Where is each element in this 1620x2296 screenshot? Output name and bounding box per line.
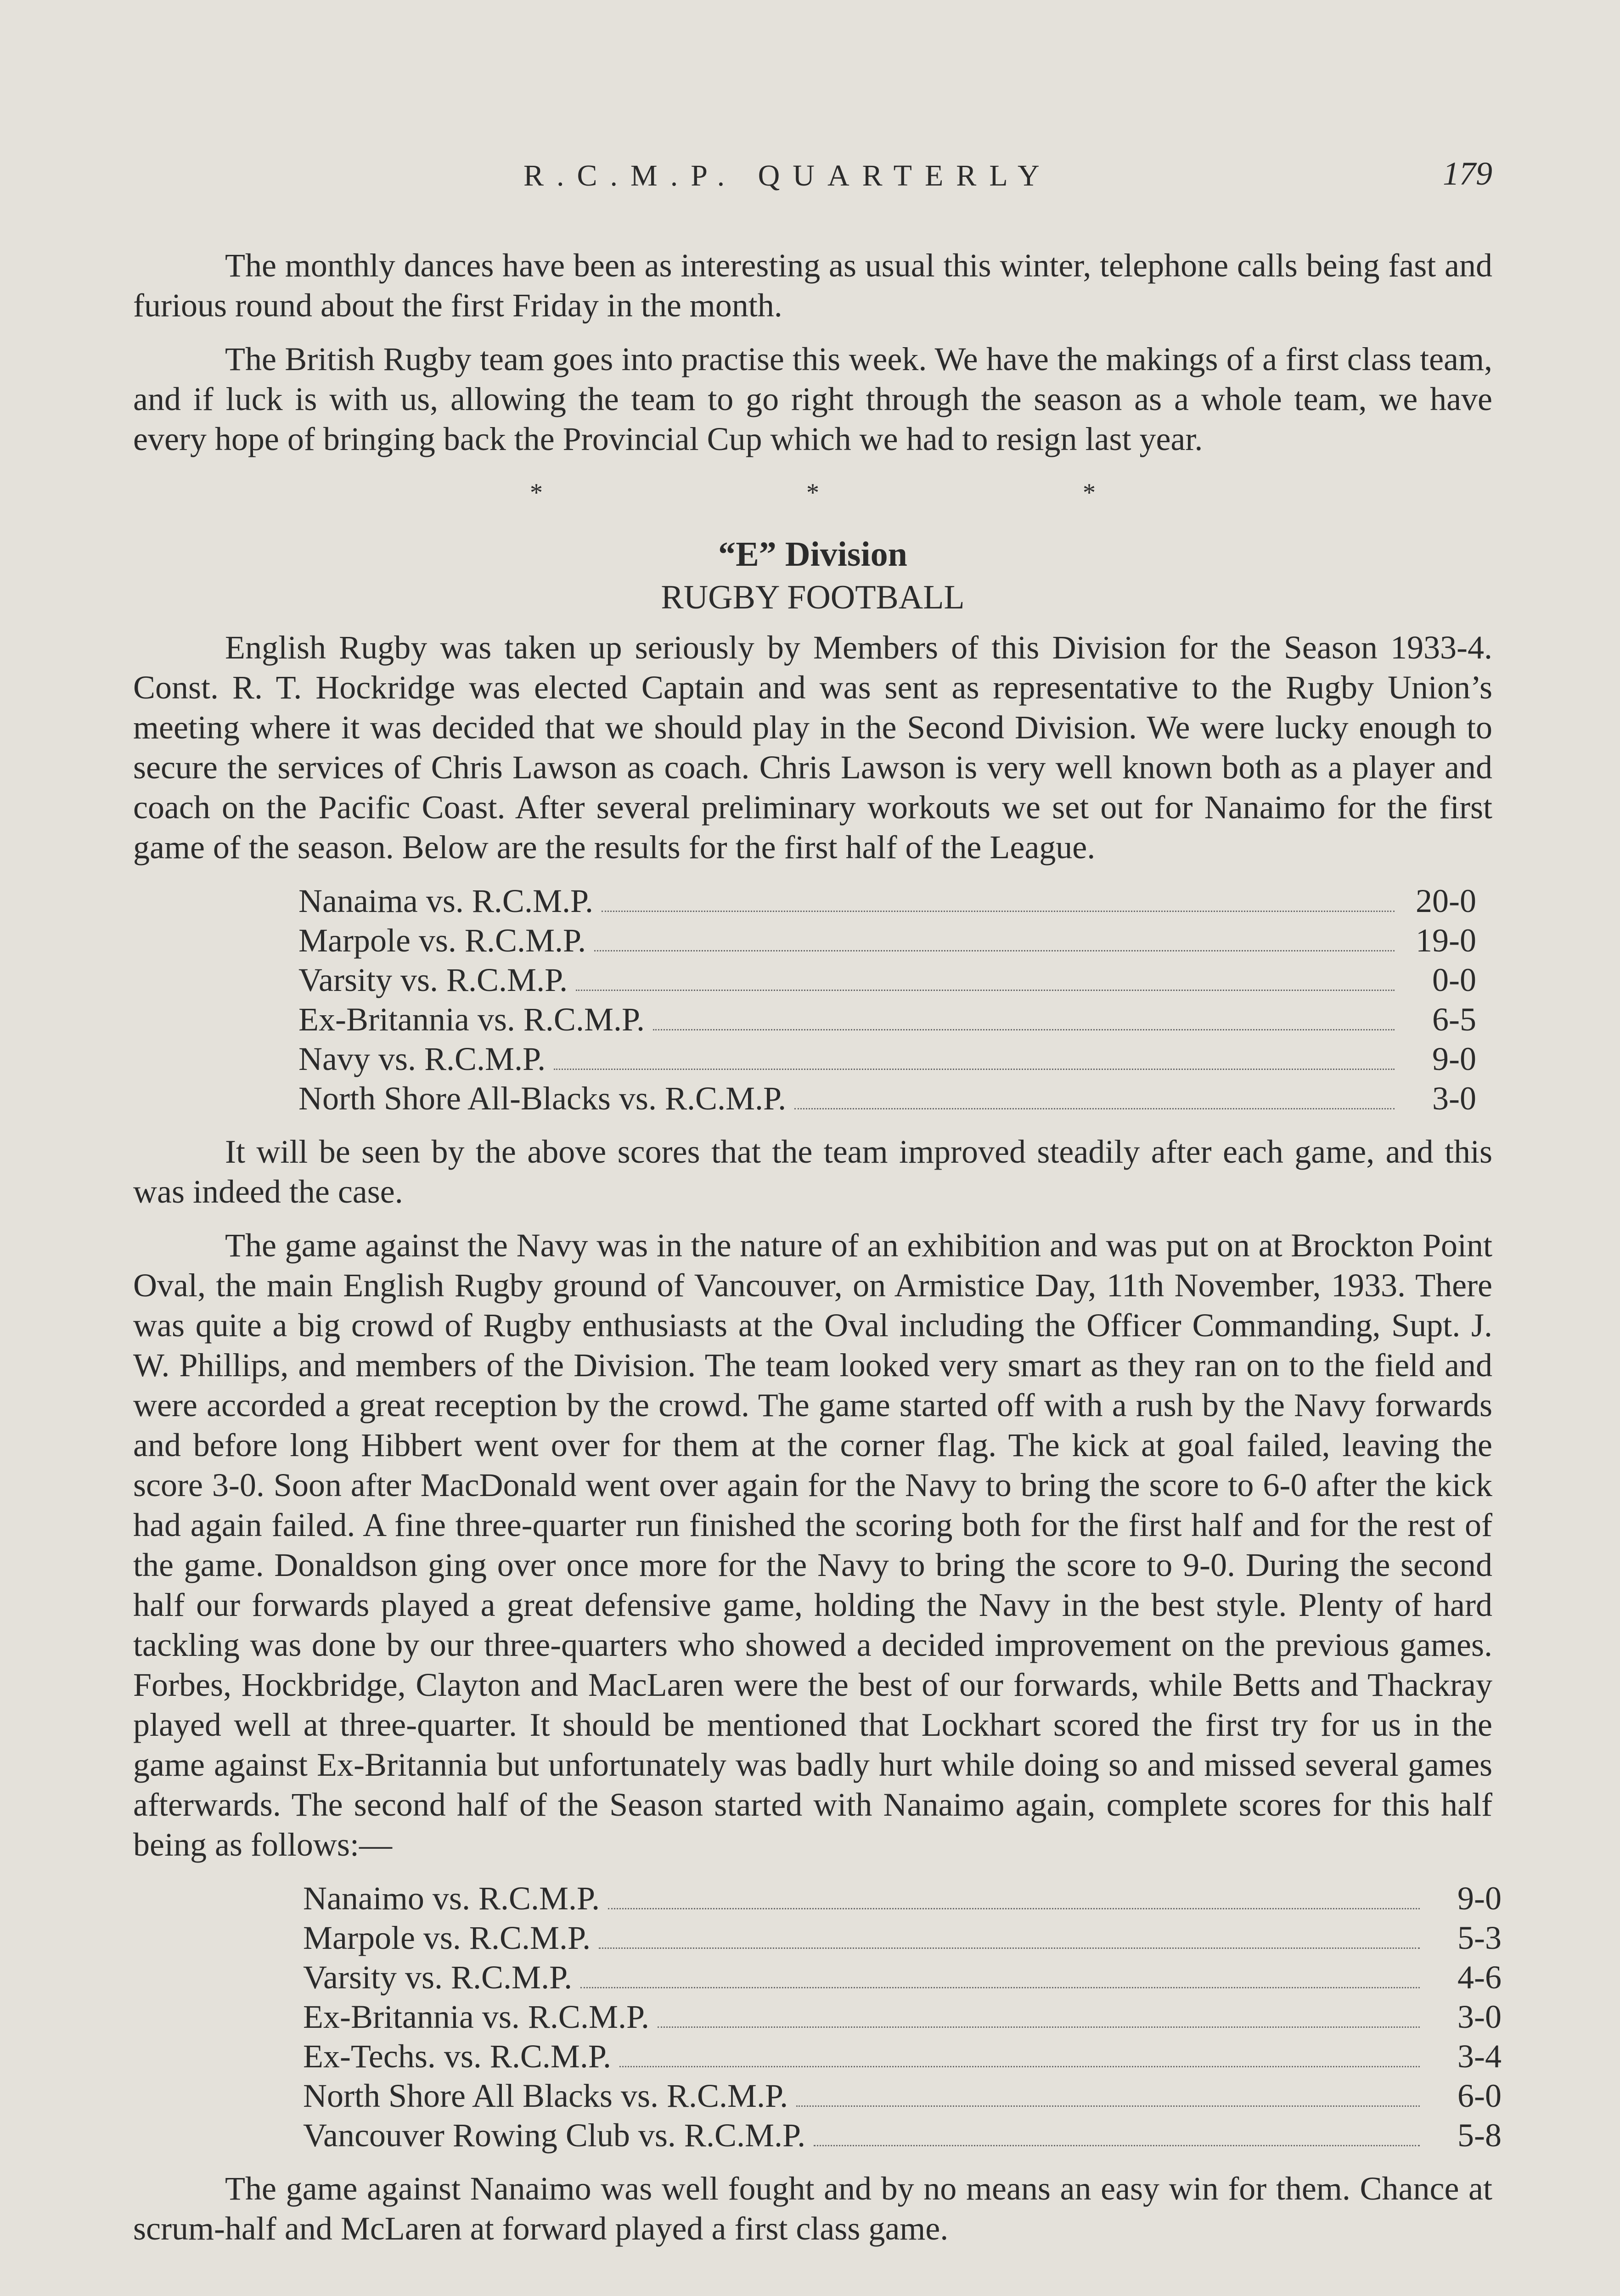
match-score: 4-6 [1457, 1959, 1502, 1996]
dot-leader [580, 1961, 1420, 1988]
match-score: 5-3 [1457, 1919, 1502, 1956]
first-half-score-table [133, 881, 1476, 1118]
score-row [298, 1039, 1476, 1079]
match-label: Ex-Britannia vs. R.C.M.P. [298, 1001, 645, 1038]
score-row [303, 1997, 1502, 2037]
match-score: 6-5 [1432, 1001, 1476, 1038]
match-label: Varsity vs. R.C.M.P. [303, 1959, 573, 1996]
dot-leader [814, 2119, 1420, 2146]
match-label: Marpole vs. R.C.M.P. [298, 922, 586, 959]
dot-leader [796, 2080, 1420, 2107]
match-score: 0-0 [1432, 962, 1476, 998]
match-score: 3-0 [1432, 1080, 1476, 1117]
score-row [303, 2037, 1502, 2076]
dot-leader [794, 1082, 1395, 1109]
paragraph: The British Rugby team goes into practise this week. We have the makings of a first class team, and if luck is with us, allowing the team to go right through the season as a whole team, we have every hope of bringing back the Provincial Cup which we had to resign last year. [133, 341, 1492, 457]
match-score: 5-8 [1457, 2117, 1502, 2154]
page-body [133, 246, 1502, 2262]
dot-leader [653, 1003, 1395, 1030]
match-score: 3-0 [1457, 1998, 1502, 2035]
score-row [298, 1000, 1476, 1039]
score-row [303, 1918, 1502, 1958]
match-label: Varsity vs. R.C.M.P. [298, 962, 568, 998]
match-score: 19-0 [1416, 922, 1476, 959]
dot-leader [576, 964, 1395, 991]
paragraph: The game against the Navy was in the nature of an exhibition and was put on at Brockton Point Oval, the main English Rugby ground of Vancouver, on Armistice Day, 11th November, 1933. There was quite a big crowd of Rugby enthusiasts at the Oval including the Officer Commanding, Supt. J. W. Phillips, and members of the Division. The team looked very smart as they ran on to the field and were accorded a great reception by the crowd. The game started off with a rush by the Navy forwards and before long Hibbert went over for them at the corner flag. The kick at goal failed, leaving the score 3-0. Soon after MacDonald went over again for the Navy to bring the score to 6-0 after the kick had again failed. A fine three-quarter run finished the scoring both for the first half and for the rest of the game. Donaldson ging over once more for the Navy to bring the score to 9-0. During the second half our forwards played a great defensive game, holding the Navy in the best style. Plenty of hard tackling was done by our three-quarters who showed a decided improvement on the previous games. Forbes, Hockbridge, Clayton and MacLaren were the best of our forwards, while Betts and Thackray played well at three-quarter. It should be mentioned that Lockhart scored the first try for us in the game against Ex-Britannia but unfortunately was badly hurt while doing so and missed several games afterwards. The second half of the Season started with Nanaimo again, complete scores for this half being as follows:— [133, 1227, 1492, 1863]
match-score: 6-0 [1457, 2077, 1502, 2114]
match-label: Navy vs. R.C.M.P. [298, 1041, 546, 1077]
section-subtitle: RUGBY FOOTBALL [661, 579, 965, 616]
match-label: Marpole vs. R.C.M.P. [303, 1919, 591, 1956]
match-label: North Shore All-Blacks vs. R.C.M.P. [298, 1080, 787, 1117]
match-score: 20-0 [1416, 883, 1476, 919]
match-score: 9-0 [1457, 1880, 1502, 1917]
paragraph: The game against Nanaimo was well fought and by no means an easy win for them. Chance at scrum-half and McLaren at forward played a first class game. [133, 2170, 1492, 2247]
dot-leader [619, 2040, 1420, 2067]
dot-leader [658, 2001, 1420, 2028]
paragraph: English Rugby was taken up seriously by Members of this Division for the Season 1933-4. Const. R. T. Hockridge was elected Captain and was sent as representative to the Rugby Union’s meeting where it was decided that we should play in the Second Division. We were lucky enough to secure the services of Chris Lawson as coach. Chris Lawson is very well known both as a player and coach on the Pacific Coast. After several preliminary workouts we set out for Nanaimo for the first game of the season. Below are the results for the first half of the League. [133, 629, 1492, 866]
match-label: Nanaimo vs. R.C.M.P. [303, 1880, 600, 1917]
score-row [303, 1879, 1502, 1918]
second-half-score-table [133, 1879, 1502, 2155]
section-title: “E” Division [718, 535, 907, 574]
dot-leader [594, 924, 1395, 951]
paragraph: The monthly dances have been as interesting as usual this winter, telephone calls being fast and furious round about the first Friday in the month. [133, 247, 1492, 324]
match-label: Ex-Techs. vs. R.C.M.P. [303, 2038, 611, 2075]
match-label: Vancouver Rowing Club vs. R.C.M.P. [303, 2117, 806, 2154]
match-score: 3-4 [1457, 2038, 1502, 2075]
dot-leader [554, 1043, 1395, 1070]
running-head: R.C.M.P. QUARTERLY [523, 159, 1052, 192]
paragraph: It will be seen by the above scores that the team improved steadily after each game, and this was indeed the case. [133, 1133, 1492, 1210]
score-row [298, 1079, 1476, 1118]
dot-leader [608, 1882, 1420, 1909]
score-row [303, 2116, 1502, 2155]
match-label: Ex-Britannia vs. R.C.M.P. [303, 1998, 650, 2035]
match-label: Nanaima vs. R.C.M.P. [298, 883, 594, 919]
dot-leader [599, 1922, 1420, 1949]
score-row [303, 1958, 1502, 1997]
score-row [303, 2076, 1502, 2116]
page-number: 179 [1443, 155, 1492, 192]
score-row [298, 881, 1476, 921]
score-row [298, 960, 1476, 1000]
section-separator: * * * [530, 478, 1224, 507]
score-row [298, 921, 1476, 960]
page-header [138, 155, 1492, 209]
dot-leader [602, 885, 1395, 912]
match-label: North Shore All Blacks vs. R.C.M.P. [303, 2077, 788, 2114]
match-score: 9-0 [1432, 1041, 1476, 1077]
